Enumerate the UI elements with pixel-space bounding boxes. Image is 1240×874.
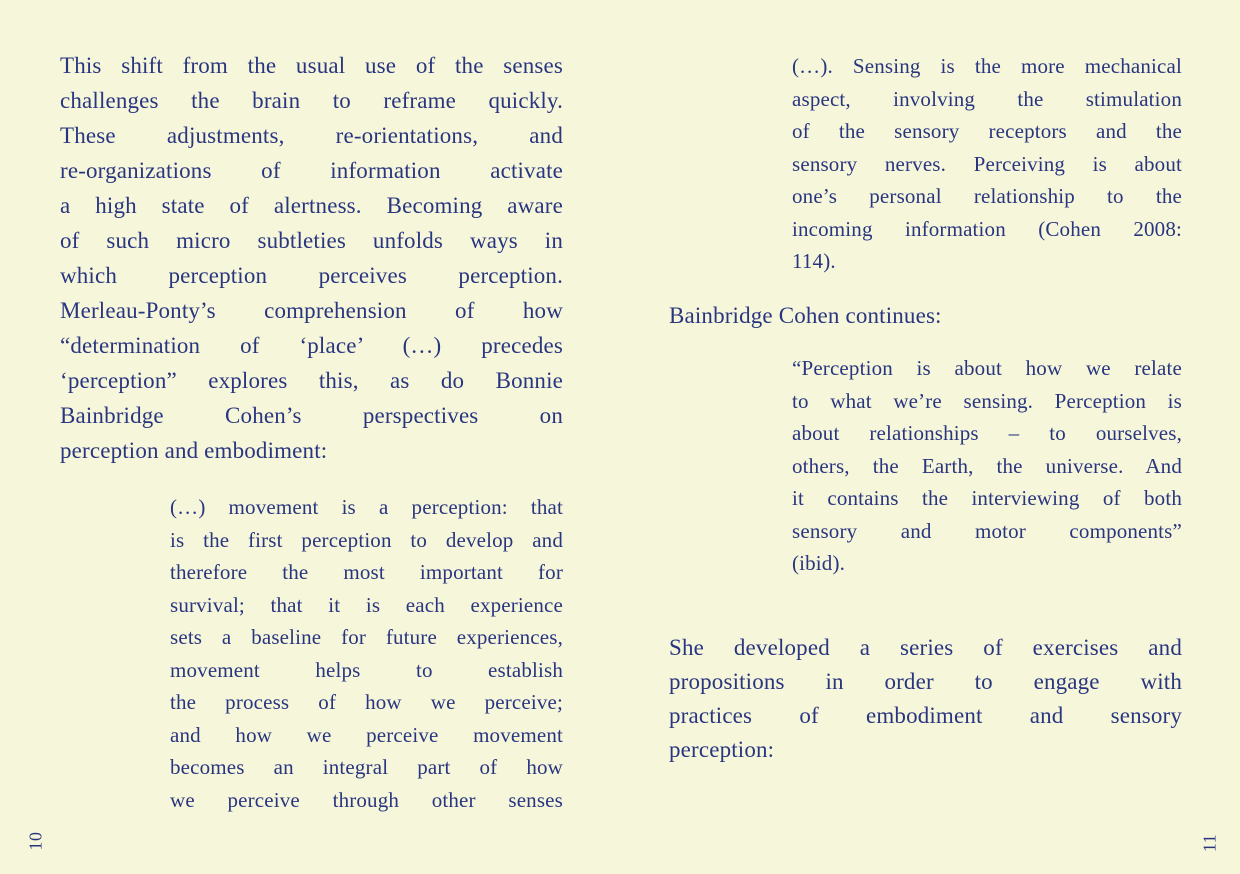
left-page-paragraph — [60, 48, 563, 468]
text-line: about relationships – to ourselves, — [792, 421, 1182, 445]
text-line: others, the Earth, the universe. And — [792, 453, 1182, 478]
right-page-blockquote-2 — [792, 352, 1182, 580]
right-page-blockquote-1 — [792, 50, 1182, 278]
text-line: of the sensory receptors and the — [792, 119, 1182, 143]
text-line: incoming information (Cohen 2008: — [792, 216, 1182, 241]
page-number-left: 10 — [25, 831, 46, 851]
text-line: Bainbridge Cohen continues: — [669, 303, 942, 328]
text-line: perception and embodiment: — [60, 438, 328, 463]
text-line: practices of embodiment and sensory — [669, 703, 1182, 728]
text-line: of such micro subtleties unfolds ways in — [60, 228, 563, 253]
text-line: re-organizations of information activate — [60, 158, 563, 183]
text-line: Merleau-Ponty’s comprehension of how — [60, 298, 563, 323]
text-line: challenges the brain to reframe quickly. — [60, 88, 563, 113]
text-line: These adjustments, re-orientations, and — [60, 123, 563, 148]
text-line: we perceive through other senses — [170, 787, 563, 812]
text-line: sets a baseline for future experiences, — [170, 625, 563, 649]
text-line: propositions in order to engage with — [669, 669, 1182, 694]
text-line: (…) movement is a perception: that — [170, 495, 563, 519]
text-line: perception: — [669, 737, 775, 762]
text-line: aspect, involving the stimulation — [792, 86, 1182, 111]
text-line: sensory nerves. Perceiving is about — [792, 151, 1182, 176]
text-line: survival; that it is each experience — [170, 592, 563, 617]
left-page-blockquote — [170, 491, 563, 816]
text-line: (ibid). — [792, 551, 846, 575]
text-line: Bainbridge Cohen’s perspectives on — [60, 403, 563, 428]
text-line: the process of how we perceive; — [170, 690, 563, 714]
text-line: which perception perceives perception. — [60, 263, 563, 288]
text-line: “Perception is about how we relate — [792, 356, 1182, 380]
text-line: a high state of alertness. Becoming aware — [60, 193, 563, 218]
text-line: “determination of ‘place’ (…) precedes — [60, 333, 563, 358]
page-number-right: 11 — [1199, 833, 1220, 853]
text-line: one’s personal relationship to the — [792, 184, 1182, 208]
text-line: to what we’re sensing. Perception is — [792, 388, 1182, 413]
right-page-heading — [669, 298, 1182, 333]
text-line: movement helps to establish — [170, 657, 563, 682]
text-line: therefore the most important for — [170, 560, 563, 584]
right-page-paragraph — [669, 631, 1182, 767]
text-line: becomes an integral part of how — [170, 755, 563, 779]
text-line: is the first perception to develop and — [170, 527, 563, 552]
text-line: and how we perceive movement — [170, 722, 563, 747]
text-line: sensory and motor components” — [792, 518, 1182, 543]
text-line: (…). Sensing is the more mechanical — [792, 54, 1182, 78]
text-line: 114). — [792, 249, 836, 273]
text-line: This shift from the usual use of the senses — [60, 53, 563, 78]
text-line: it contains the interviewing of both — [792, 486, 1182, 510]
text-line: ‘perception” explores this, as do Bonnie — [60, 368, 563, 393]
text-line: She developed a series of exercises and — [669, 635, 1182, 660]
